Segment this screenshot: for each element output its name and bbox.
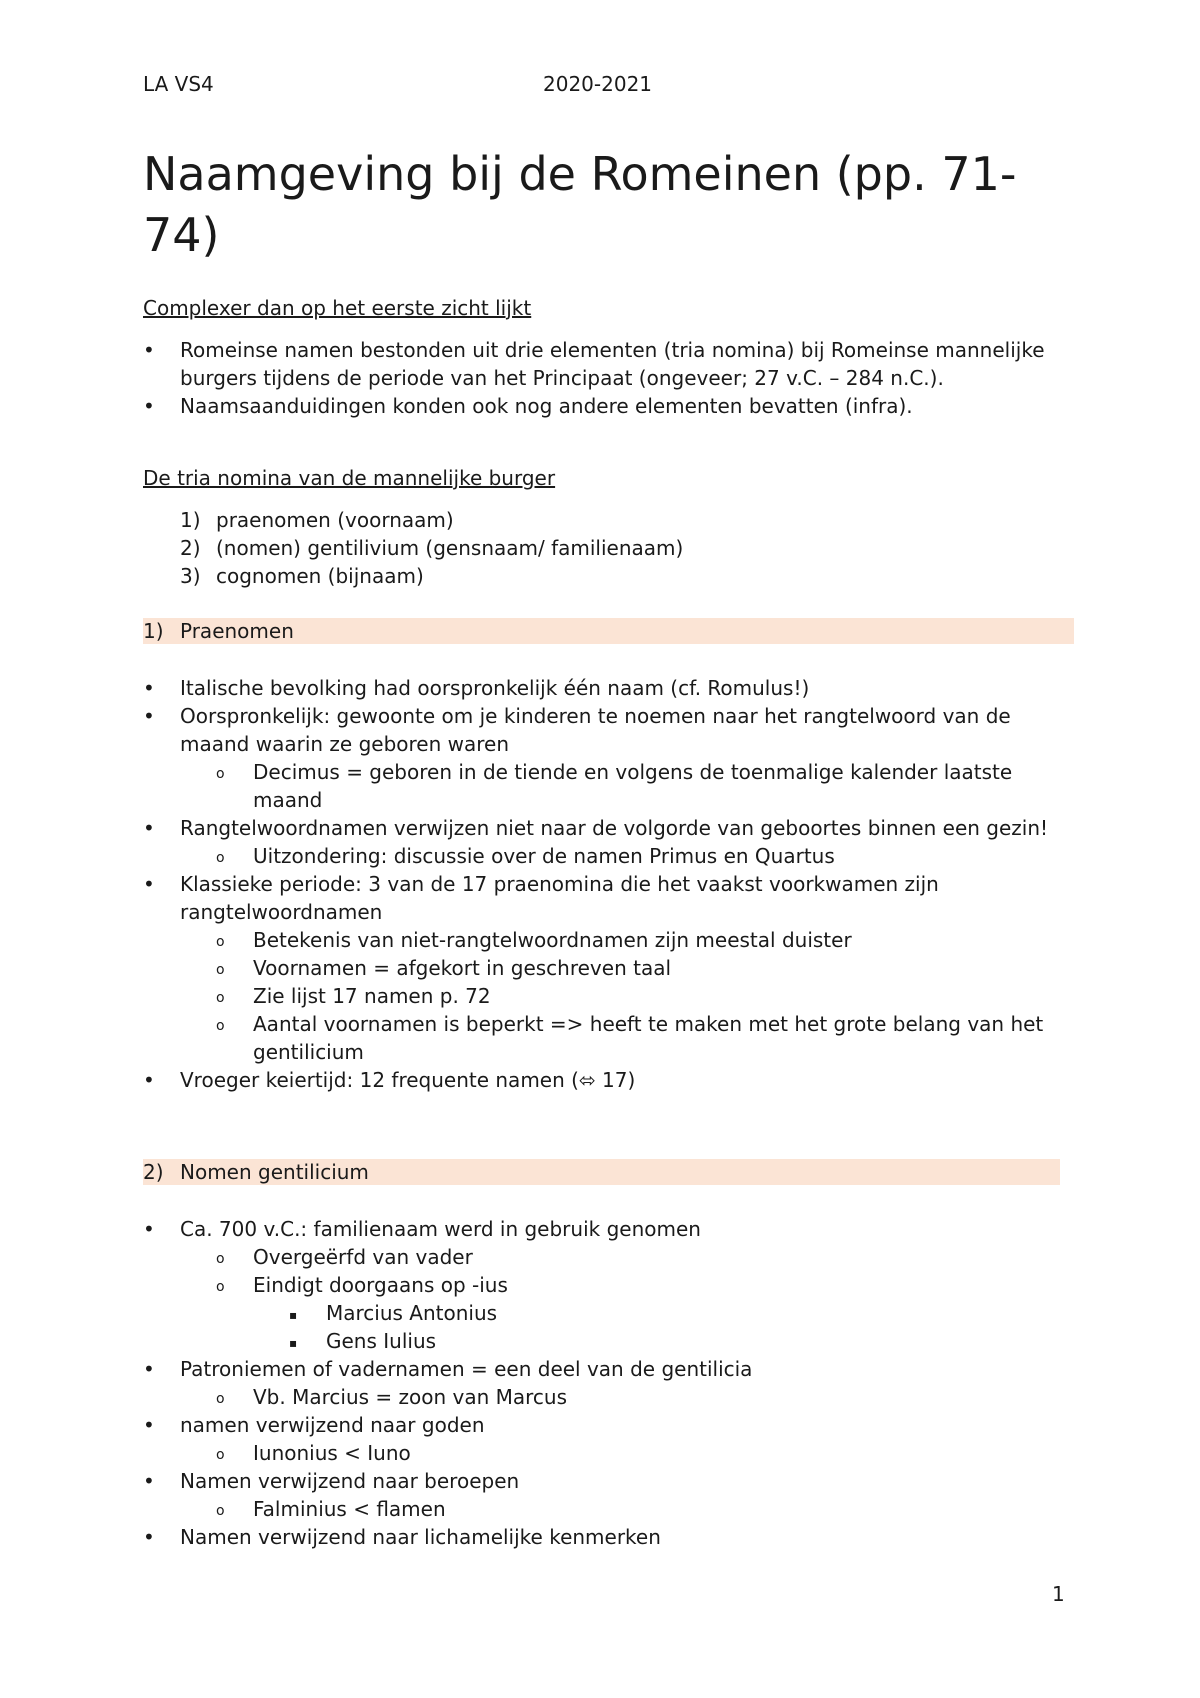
- list-item: • Oorspronkelijk: gewoonte om je kinderen te noemen naar het rangtelwoord van de maand waarin ze geboren waren: [143, 704, 1011, 756]
- list-item: o Decimus = geboren in de tiende en volgens de toenmalige kalender laatste maand: [216, 760, 1013, 812]
- bullet-icon: o: [216, 850, 225, 866]
- gentilicium-list: [143, 1215, 1063, 1551]
- bullet-icon: ▪: [289, 1308, 298, 1322]
- bullet-icon: •: [143, 872, 155, 896]
- list-item: o Voornamen = afgekort in geschreven taal: [143, 954, 1063, 982]
- list-item: • Vroeger keiertijd: 12 frequente namen (⬄ 17): [143, 1068, 636, 1092]
- bullet-icon: •: [143, 816, 155, 840]
- list-item: o Overgeërfd van vader: [143, 1243, 1063, 1271]
- bullet-icon: •: [143, 1469, 155, 1493]
- bullet-icon: o: [216, 1018, 225, 1034]
- bullet-icon: •: [143, 338, 155, 362]
- list-item: • namen verwijzend naar goden: [143, 1413, 485, 1437]
- bullet-icon: •: [143, 1525, 155, 1549]
- section-heading-praenomen: 1) Praenomen: [143, 618, 1074, 644]
- list-item: o Betekenis van niet-rangtelwoordnamen zijn meestal duister: [143, 926, 1063, 954]
- bullet-icon: o: [216, 1251, 225, 1267]
- bullet-icon: •: [143, 1357, 155, 1381]
- list-item: • Klassieke periode: 3 van de 17 praenomina die het vaakst voorkwamen zijn rangtelwoordnamen: [143, 872, 939, 924]
- list-item: 2) (nomen) gentilivium (gensnaam/ familienaam): [180, 536, 684, 560]
- tria-heading: De tria nomina van de mannelijke burger: [143, 466, 556, 490]
- list-item: 1) praenomen (voornaam): [180, 508, 454, 532]
- bullet-icon: •: [143, 704, 155, 728]
- list-item: • Patroniemen of vadernamen = een deel van de gentilicia: [143, 1357, 753, 1381]
- bullet-icon: o: [216, 934, 225, 950]
- list-item: o Falminius < flamen: [143, 1495, 1063, 1523]
- list-item: o Vb. Marcius = zoon van Marcus: [143, 1383, 1063, 1411]
- bullet-icon: o: [216, 766, 225, 782]
- intro-list: [143, 336, 1063, 420]
- bullet-icon: •: [143, 676, 155, 700]
- header-year: 2020-2021: [543, 72, 653, 96]
- list-item: o Iunonius < Iuno: [143, 1439, 1063, 1467]
- intro-heading: Complexer dan op het eerste zicht lijkt: [143, 296, 532, 320]
- list-item: o Zie lijst 17 namen p. 72: [143, 982, 1063, 1010]
- list-item: • Italische bevolking had oorspronkelijk één naam (cf. Romulus!): [143, 676, 810, 700]
- list-item: • Ca. 700 v.C.: familienaam werd in gebruik genomen: [143, 1217, 701, 1241]
- bullet-icon: o: [216, 962, 225, 978]
- list-item: • Rangtelwoordnamen verwijzen niet naar de volgorde van geboortes binnen een gezin!: [143, 816, 1049, 840]
- bullet-icon: o: [216, 1279, 225, 1295]
- list-item: • Namen verwijzend naar lichamelijke kenmerken: [143, 1525, 661, 1549]
- bullet-icon: •: [143, 1068, 155, 1092]
- bullet-icon: •: [143, 1217, 155, 1241]
- list-item: • Romeinse namen bestonden uit drie elementen (tria nomina) bij Romeinse mannelijke burgers tijdens de periode van het Principaat (ongeveer; 27 v.C. – 284 n.C.).: [143, 338, 1045, 390]
- list-item: ▪ Marcius Antonius: [143, 1299, 1063, 1327]
- header-course: LA VS4: [143, 72, 214, 96]
- bullet-icon: o: [216, 990, 225, 1006]
- list-item: ▪ Gens Iulius: [143, 1327, 1063, 1355]
- list-item: 3) cognomen (bijnaam): [180, 564, 424, 588]
- praenomen-list: [143, 674, 1063, 1094]
- page-title: Naamgeving bij de Romeinen (pp. 71-74): [143, 147, 1017, 262]
- bullet-icon: ▪: [289, 1336, 298, 1350]
- bullet-icon: o: [216, 1503, 225, 1519]
- page-number: 1: [1052, 1582, 1065, 1606]
- tria-list: [143, 506, 1063, 590]
- list-item: o Eindigt doorgaans op -ius: [143, 1271, 1063, 1299]
- bullet-icon: •: [143, 394, 155, 418]
- bullet-icon: o: [216, 1391, 225, 1407]
- section-heading-gentilicium: 2) Nomen gentilicium: [143, 1159, 1060, 1185]
- bullet-icon: •: [143, 1413, 155, 1437]
- list-item: • Namen verwijzend naar beroepen: [143, 1469, 520, 1493]
- bullet-icon: o: [216, 1447, 225, 1463]
- list-item: o Aantal voornamen is beperkt => heeft te maken met het grote belang van het gentilicium: [216, 1012, 1044, 1064]
- list-item: • Naamsaanduidingen konden ook nog andere elementen bevatten (infra).: [143, 394, 913, 418]
- list-item: o Uitzondering: discussie over de namen Primus en Quartus: [143, 842, 1063, 870]
